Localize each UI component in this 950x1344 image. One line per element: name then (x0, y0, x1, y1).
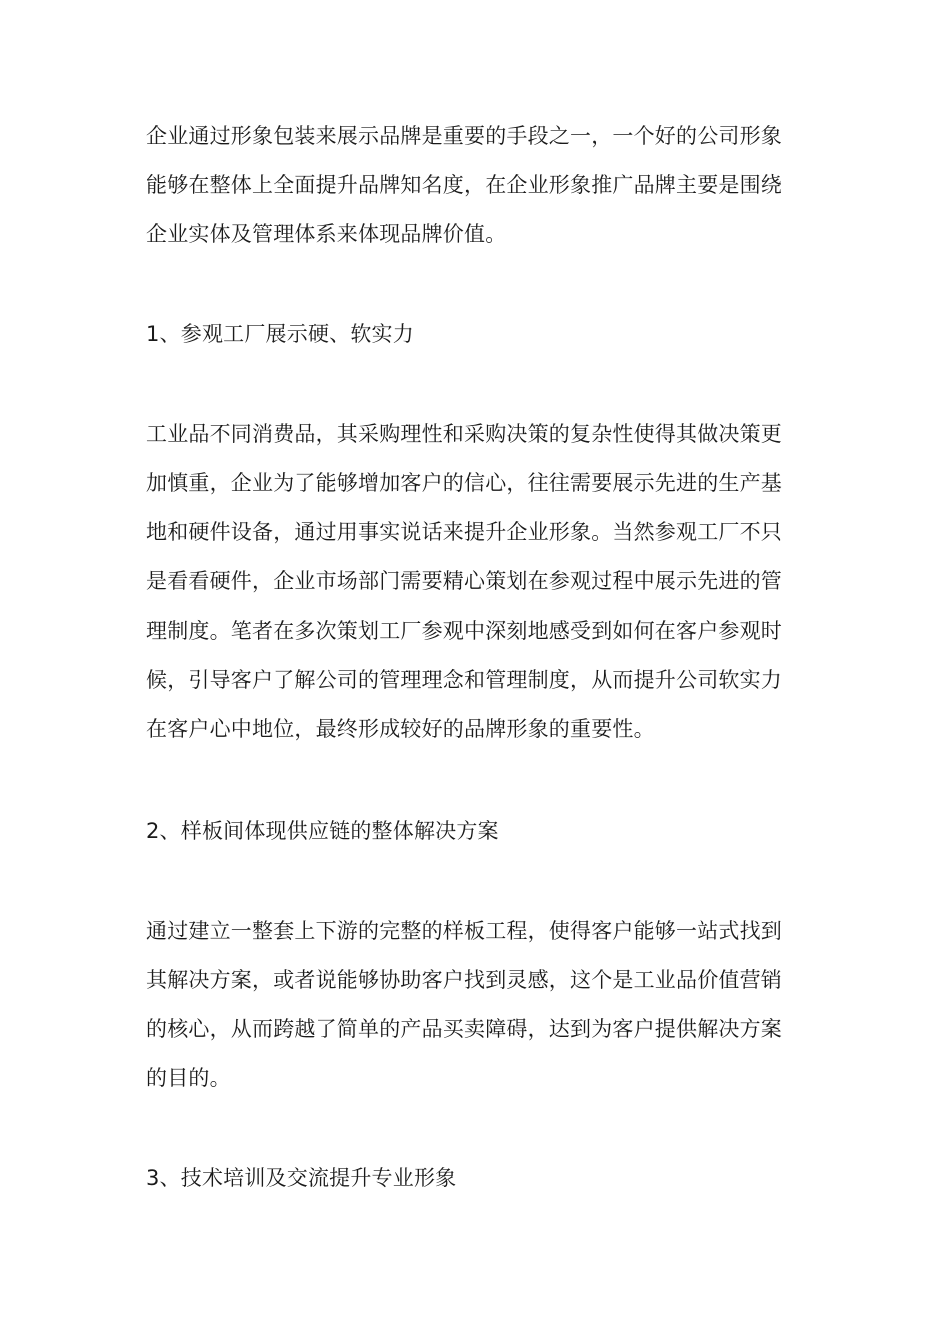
paragraph-line: 理制度。笔者在多次策划工厂参观中深刻地感受到如何在客户参观时 (146, 619, 782, 643)
paragraph-line: 候，引导客户了解公司的管理理念和管理制度，从而提升公司软实力 (146, 668, 782, 692)
paragraph-line: 的目的。 (146, 1066, 231, 1090)
paragraph-line: 企业实体及管理体系来体现品牌价值。 (146, 222, 507, 246)
paragraph-line: 其解决方案，或者说能够协助客户找到灵感，这个是工业品价值营销 (146, 968, 782, 992)
section-heading-1: 1、参观工厂展示硬、软实力 (146, 322, 414, 346)
section-heading-2: 2、样板间体现供应链的整体解决方案 (146, 819, 499, 843)
paragraph-line: 企业通过形象包装来展示品牌是重要的手段之一，一个好的公司形象 (146, 124, 782, 148)
paragraph-line: 工业品不同消费品，其采购理性和采购决策的复杂性使得其做决策更 (146, 422, 782, 446)
paragraph-line: 加慎重，企业为了能够增加客户的信心，往往需要展示先进的生产基 (146, 471, 782, 495)
paragraph-line: 是看看硬件，企业市场部门需要精心策划在参观过程中展示先进的管 (146, 569, 782, 593)
paragraph-line: 通过建立一整套上下游的完整的样板工程，使得客户能够一站式找到 (146, 919, 782, 943)
paragraph-line: 的核心，从而跨越了简单的产品买卖障碍，达到为客户提供解决方案 (146, 1017, 782, 1041)
paragraph-line: 地和硬件设备，通过用事实说话来提升企业形象。当然参观工厂不只 (146, 520, 782, 544)
paragraph-line: 在客户心中地位，最终形成较好的品牌形象的重要性。 (146, 717, 655, 741)
section-heading-3: 3、技术培训及交流提升专业形象 (146, 1166, 457, 1190)
paragraph-line: 能够在整体上全面提升品牌知名度，在企业形象推广品牌主要是围绕 (146, 173, 782, 197)
